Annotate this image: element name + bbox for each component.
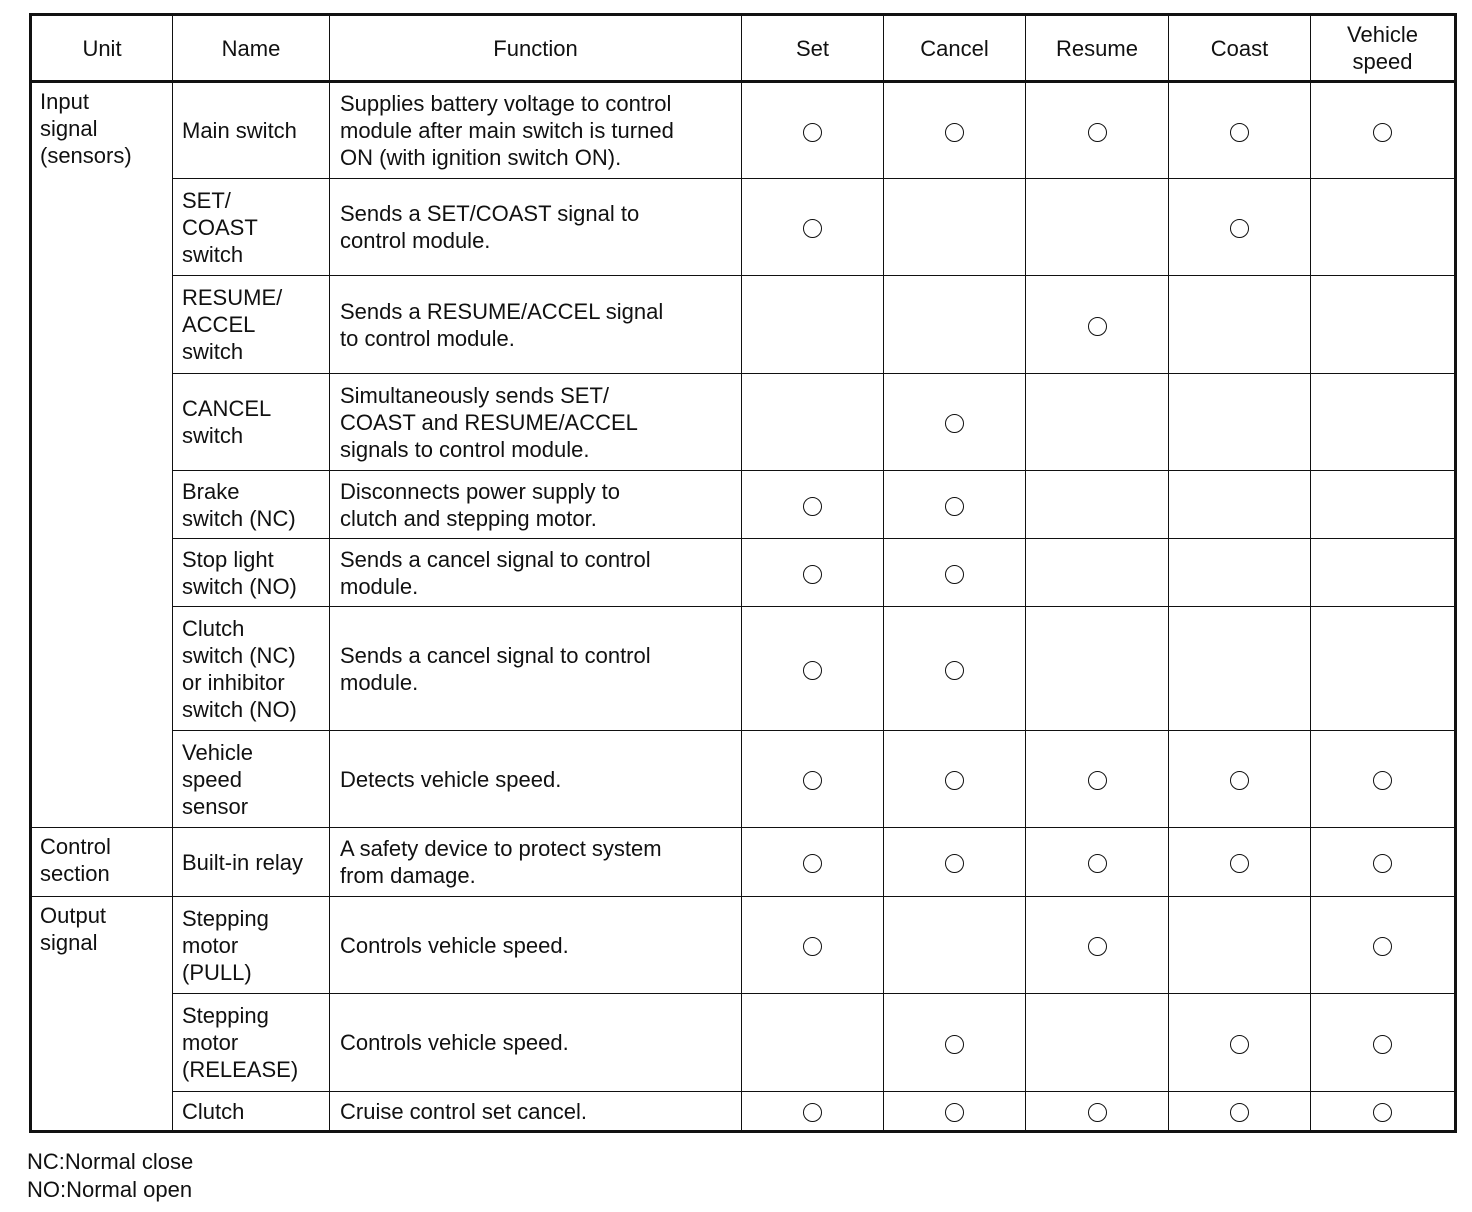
mark-cell — [1311, 1092, 1456, 1132]
mark-cell — [1026, 179, 1169, 276]
mark-cell — [1026, 276, 1169, 374]
header-vehicle-speed-line: speed — [1352, 49, 1413, 74]
table-row — [31, 179, 1456, 276]
applicable-circle-icon — [1230, 854, 1249, 873]
mark-cell — [884, 1092, 1026, 1132]
mark-cell — [742, 731, 884, 828]
mark-cell — [742, 828, 884, 897]
unit-line: Output — [40, 903, 107, 928]
table-row — [31, 897, 1456, 994]
mark-cell — [1169, 828, 1311, 897]
mark-cell — [742, 82, 884, 179]
name-cell — [173, 471, 330, 539]
mark-cell — [1311, 897, 1456, 994]
table-body — [31, 82, 1456, 1132]
mark-cell — [1311, 82, 1456, 179]
function-cell — [330, 607, 742, 731]
function-line: Disconnects power supply to — [340, 478, 621, 504]
function-line: from damage. — [340, 863, 476, 888]
applicable-circle-icon — [803, 661, 822, 680]
function-line: Detects vehicle speed. — [340, 766, 562, 792]
name-line: switch — [182, 241, 244, 267]
applicable-circle-icon — [1373, 771, 1392, 790]
name-line: SET/ — [182, 187, 231, 213]
table-row — [31, 471, 1456, 539]
name-cell — [173, 82, 330, 179]
name-line: or inhibitor — [182, 669, 285, 695]
mark-cell — [1169, 276, 1311, 374]
unit-line: (sensors) — [40, 143, 132, 168]
name-line: Main switch — [182, 118, 297, 143]
mark-cell — [1169, 82, 1311, 179]
function-line: clutch and stepping motor. — [340, 505, 597, 531]
applicable-circle-icon — [1088, 771, 1107, 790]
name-line: speed — [182, 766, 242, 792]
applicable-circle-icon — [1230, 1035, 1249, 1054]
mark-cell — [1026, 539, 1169, 607]
header-vehicle-speed — [1311, 15, 1456, 82]
name-cell — [173, 539, 330, 607]
table-row — [31, 276, 1456, 374]
name-line: Built-in relay — [182, 849, 304, 875]
name-line: switch (NC) — [182, 642, 296, 668]
name-line: switch (NO) — [182, 573, 297, 599]
unit-cell — [31, 82, 173, 828]
applicable-circle-icon — [803, 219, 822, 238]
applicable-circle-icon — [945, 1103, 964, 1122]
header-function: Function — [330, 15, 742, 82]
applicable-circle-icon — [1230, 219, 1249, 238]
header-vehicle-speed-line: Vehicle — [1347, 22, 1418, 47]
function-line: Sends a RESUME/ACCEL signal — [340, 298, 664, 324]
mark-cell — [1169, 179, 1311, 276]
function-line: signals to control module. — [340, 436, 590, 462]
mark-cell — [1311, 994, 1456, 1092]
function-line: ON (with ignition switch ON). — [340, 145, 622, 170]
applicable-circle-icon — [803, 771, 822, 790]
table-row — [31, 1092, 1456, 1132]
header-name: Name — [173, 15, 330, 82]
function-line: COAST and RESUME/ACCEL — [340, 409, 638, 435]
function-line: Supplies battery voltage to control — [340, 91, 672, 116]
name-cell — [173, 731, 330, 828]
mark-cell — [1311, 828, 1456, 897]
applicable-circle-icon — [1230, 123, 1249, 142]
name-line: COAST — [182, 214, 258, 240]
function-cell — [330, 374, 742, 471]
function-cell — [330, 994, 742, 1092]
mark-cell — [1169, 994, 1311, 1092]
name-line: switch — [182, 423, 244, 448]
mark-cell — [1169, 471, 1311, 539]
name-line: (PULL) — [182, 959, 252, 985]
header-resume: Resume — [1026, 15, 1169, 82]
applicable-circle-icon — [945, 414, 964, 433]
mark-cell — [884, 82, 1026, 179]
name-cell — [173, 179, 330, 276]
mark-cell — [742, 994, 884, 1092]
function-cell — [330, 897, 742, 994]
name-line: Clutch — [182, 1098, 245, 1124]
mark-cell — [1026, 374, 1169, 471]
mark-cell — [1311, 374, 1456, 471]
function-cell — [330, 82, 742, 179]
table-row — [31, 731, 1456, 828]
mark-cell — [1311, 539, 1456, 607]
function-line: Sends a cancel signal to control — [340, 546, 651, 572]
mark-cell — [884, 994, 1026, 1092]
name-cell — [173, 828, 330, 897]
name-line: CANCEL — [182, 396, 272, 421]
mark-cell — [1026, 897, 1169, 994]
table-row — [31, 994, 1456, 1092]
name-cell — [173, 994, 330, 1092]
table-row — [31, 607, 1456, 731]
footnote-nc: NC:Normal close — [27, 1149, 194, 1174]
applicable-circle-icon — [1088, 123, 1107, 142]
mark-cell — [884, 607, 1026, 731]
name-line: ACCEL — [182, 312, 256, 337]
applicable-circle-icon — [1373, 854, 1392, 873]
unit-cell — [31, 828, 173, 897]
function-line: Cruise control set cancel. — [340, 1098, 587, 1124]
name-line: Vehicle — [182, 739, 253, 765]
unit-line: section — [40, 861, 110, 886]
name-line: Stepping — [182, 905, 269, 931]
unit-cell — [31, 897, 173, 1132]
header-unit: Unit — [31, 15, 173, 82]
applicable-circle-icon — [1230, 1103, 1249, 1122]
applicable-circle-icon — [945, 1035, 964, 1054]
applicable-circle-icon — [945, 123, 964, 142]
mark-cell — [742, 1092, 884, 1132]
footnote-no: NO:Normal open — [27, 1177, 193, 1202]
mark-cell — [1026, 994, 1169, 1092]
applicable-circle-icon — [1088, 854, 1107, 873]
function-cell — [330, 276, 742, 374]
mark-cell — [742, 607, 884, 731]
name-line: switch (NC) — [182, 505, 296, 531]
header-set: Set — [742, 15, 884, 82]
mark-cell — [742, 374, 884, 471]
applicable-circle-icon — [945, 565, 964, 584]
applicable-circle-icon — [1088, 1103, 1107, 1122]
header-cancel: Cancel — [884, 15, 1026, 82]
name-line: motor — [182, 1030, 239, 1055]
applicable-circle-icon — [1088, 937, 1107, 956]
mark-cell — [884, 179, 1026, 276]
mark-cell — [742, 539, 884, 607]
function-line: Simultaneously sends SET/ — [340, 382, 610, 408]
cruise-control-signal-table — [29, 13, 1457, 1133]
mark-cell — [1026, 1092, 1169, 1132]
unit-line: signal — [40, 930, 98, 955]
table-row — [31, 374, 1456, 471]
name-line: switch (NO) — [182, 696, 297, 722]
mark-cell — [1169, 374, 1311, 471]
function-line: control module. — [340, 228, 491, 253]
name-line: motor — [182, 932, 239, 958]
applicable-circle-icon — [1373, 123, 1392, 142]
mark-cell — [1026, 471, 1169, 539]
function-cell — [330, 179, 742, 276]
mark-cell — [1169, 607, 1311, 731]
applicable-circle-icon — [1230, 771, 1249, 790]
mark-cell — [742, 276, 884, 374]
unit-line: signal — [40, 116, 98, 141]
function-line: module. — [340, 669, 419, 695]
function-cell — [330, 539, 742, 607]
mark-cell — [1311, 731, 1456, 828]
name-line: Stop light — [182, 546, 274, 572]
applicable-circle-icon — [803, 1103, 822, 1122]
name-cell — [173, 897, 330, 994]
mark-cell — [1026, 82, 1169, 179]
function-cell — [330, 731, 742, 828]
mark-cell — [884, 471, 1026, 539]
name-line: switch — [182, 339, 244, 364]
function-cell — [330, 1092, 742, 1132]
applicable-circle-icon — [803, 565, 822, 584]
footnotes — [27, 1148, 193, 1204]
function-cell — [330, 828, 742, 897]
mark-cell — [884, 897, 1026, 994]
applicable-circle-icon — [945, 771, 964, 790]
mark-cell — [742, 471, 884, 539]
mark-cell — [884, 276, 1026, 374]
mark-cell — [1311, 276, 1456, 374]
applicable-circle-icon — [1373, 1103, 1392, 1122]
name-line: Clutch — [182, 615, 245, 641]
mark-cell — [1026, 731, 1169, 828]
name-cell — [173, 1092, 330, 1132]
mark-cell — [1169, 897, 1311, 994]
applicable-circle-icon — [945, 497, 964, 516]
mark-cell — [884, 828, 1026, 897]
mark-cell — [884, 731, 1026, 828]
applicable-circle-icon — [803, 854, 822, 873]
name-cell — [173, 374, 330, 471]
function-line: A safety device to protect system — [340, 836, 662, 861]
applicable-circle-icon — [803, 497, 822, 516]
mark-cell — [1311, 179, 1456, 276]
function-line: Controls vehicle speed. — [340, 932, 569, 958]
function-line: to control module. — [340, 325, 515, 351]
mark-cell — [1169, 539, 1311, 607]
mark-cell — [1311, 607, 1456, 731]
applicable-circle-icon — [1373, 937, 1392, 956]
name-line: Stepping — [182, 1003, 269, 1028]
applicable-circle-icon — [803, 123, 822, 142]
header-coast: Coast — [1169, 15, 1311, 82]
applicable-circle-icon — [1373, 1035, 1392, 1054]
applicable-circle-icon — [803, 937, 822, 956]
table-row — [31, 828, 1456, 897]
mark-cell — [884, 374, 1026, 471]
function-line: Sends a cancel signal to control — [340, 642, 651, 668]
mark-cell — [1169, 731, 1311, 828]
header-row — [31, 15, 1456, 82]
unit-line: Control — [40, 834, 111, 859]
function-line: Controls vehicle speed. — [340, 1030, 569, 1055]
mark-cell — [1169, 1092, 1311, 1132]
table-row — [31, 82, 1456, 179]
applicable-circle-icon — [1088, 317, 1107, 336]
function-line: Sends a SET/COAST signal to — [340, 201, 640, 226]
table-row — [31, 539, 1456, 607]
name-line: RESUME/ — [182, 285, 283, 310]
mark-cell — [1311, 471, 1456, 539]
mark-cell — [1026, 607, 1169, 731]
mark-cell — [884, 539, 1026, 607]
name-cell — [173, 276, 330, 374]
mark-cell — [1026, 828, 1169, 897]
name-line: Brake — [182, 478, 240, 504]
function-cell — [330, 471, 742, 539]
function-line: module after main switch is turned — [340, 118, 674, 143]
applicable-circle-icon — [945, 854, 964, 873]
name-line: sensor — [182, 793, 249, 819]
applicable-circle-icon — [945, 661, 964, 680]
unit-line: Input — [40, 89, 89, 114]
name-cell — [173, 607, 330, 731]
function-line: module. — [340, 573, 419, 599]
name-line: (RELEASE) — [182, 1057, 299, 1082]
mark-cell — [742, 897, 884, 994]
mark-cell — [742, 179, 884, 276]
